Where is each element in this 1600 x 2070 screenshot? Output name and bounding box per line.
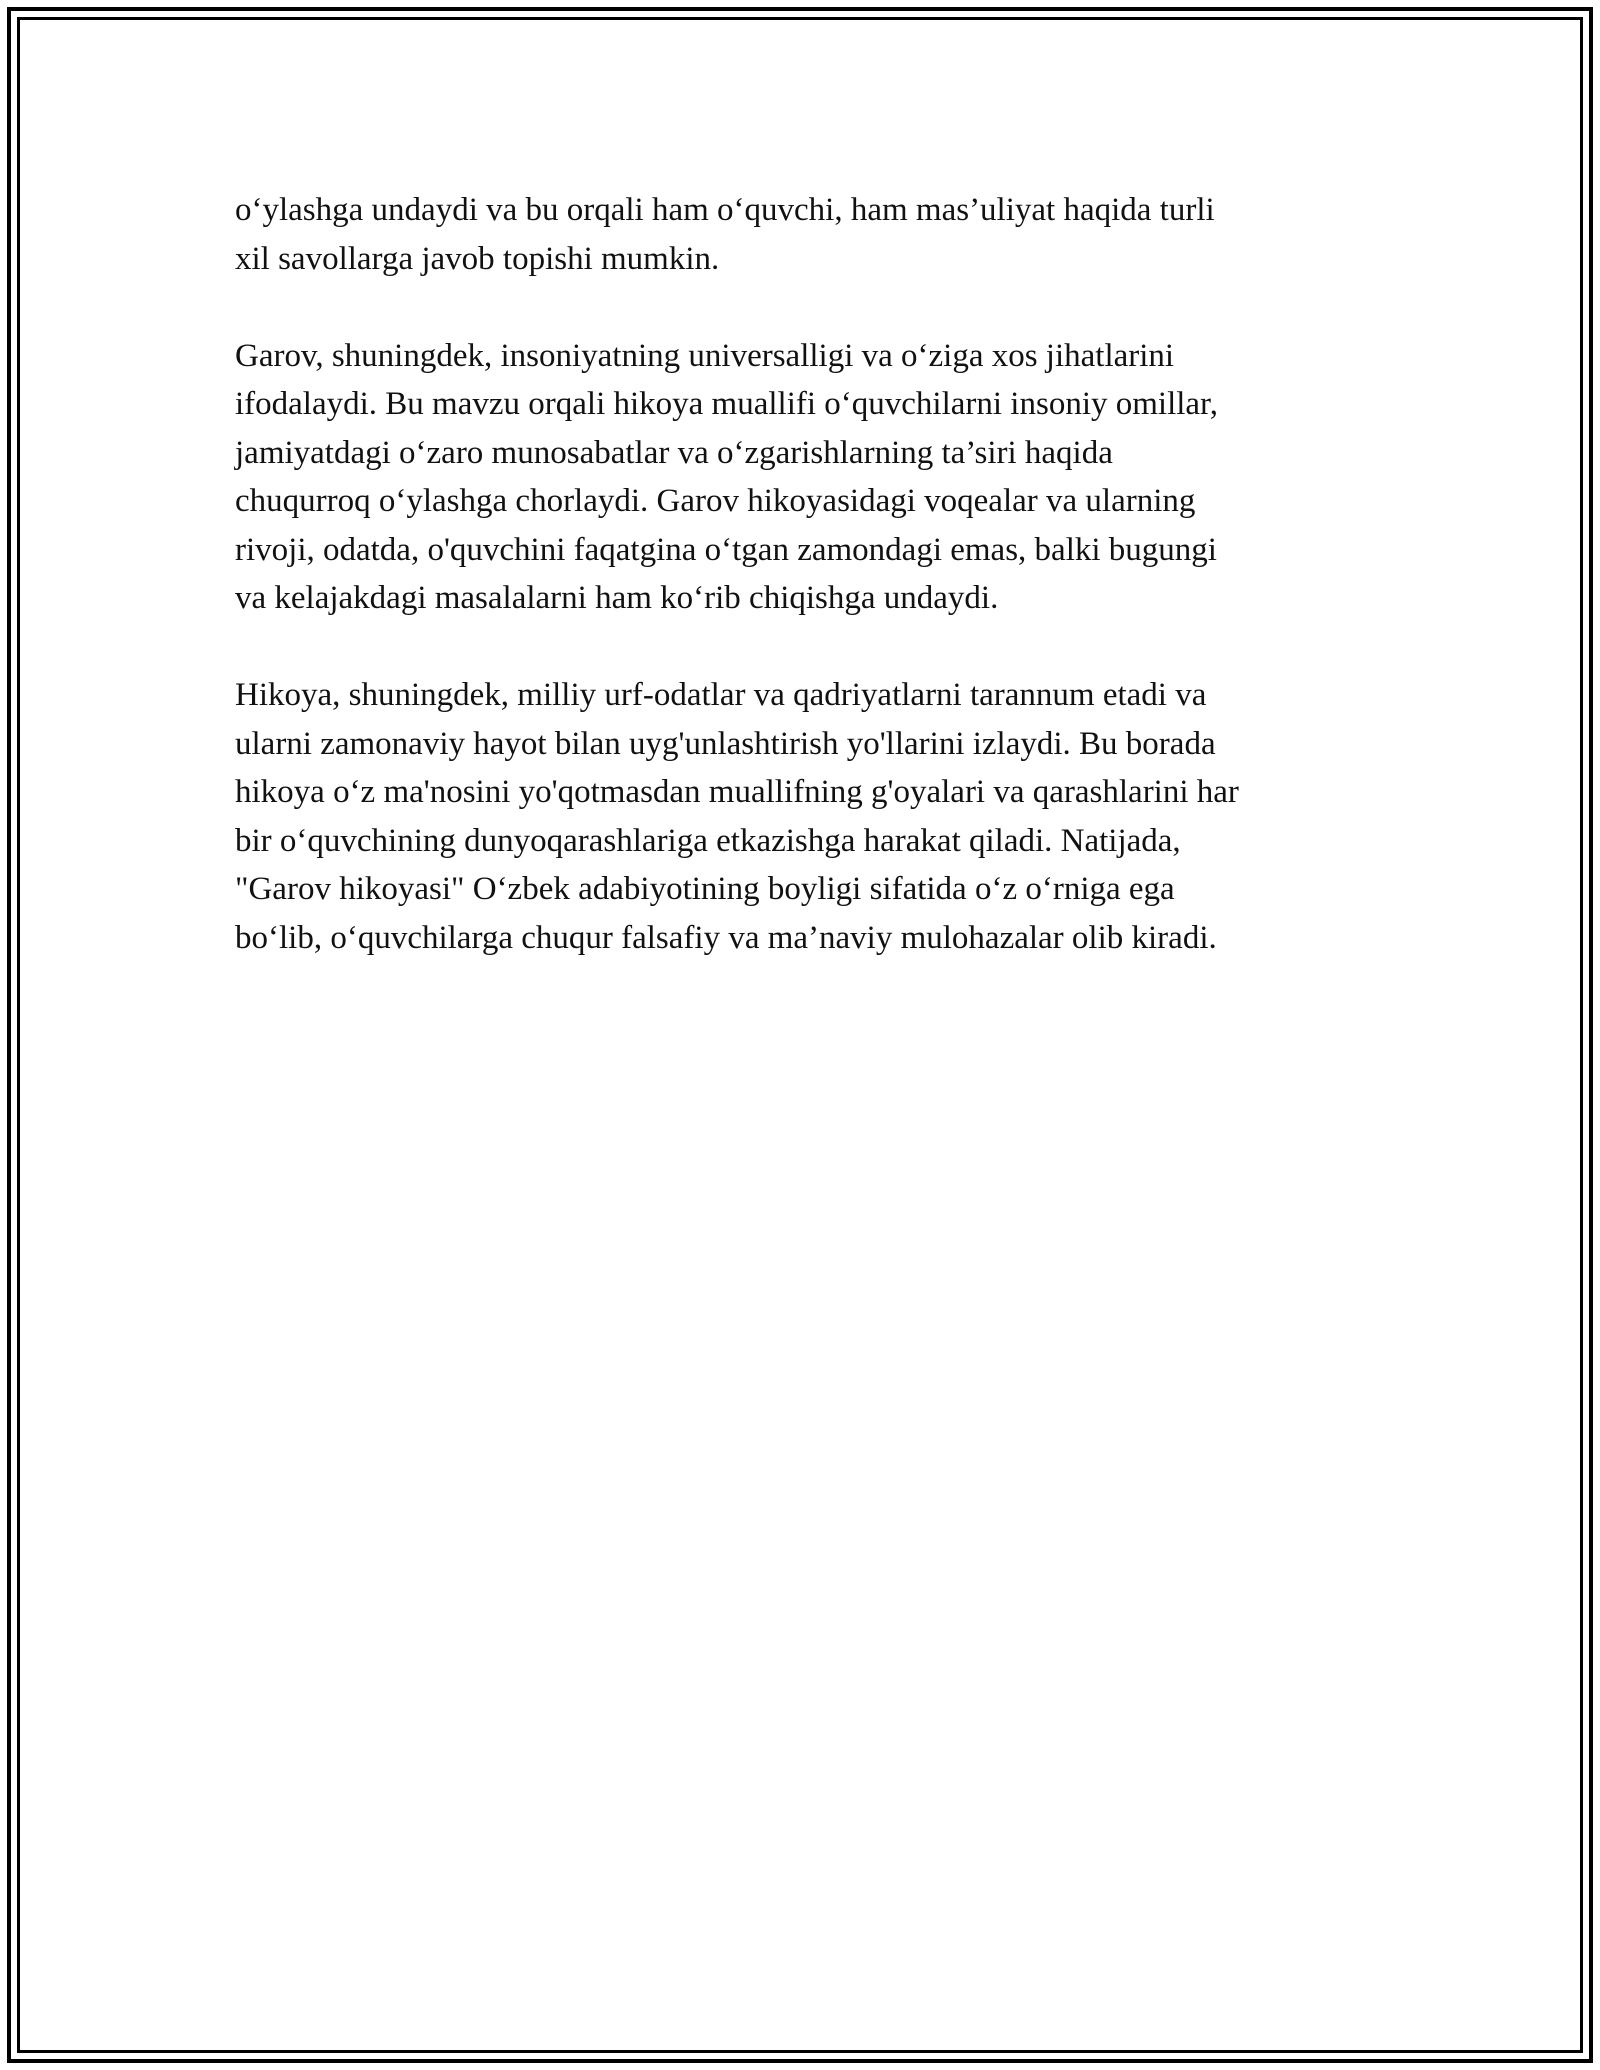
paragraph-line: "Garov hikoyasi" O‘zbek adabiyotining boyligi sifatida o‘z o‘rniga ega (235, 871, 1175, 907)
paragraph-line: ularni zamonaviy hayot bilan uyg'unlashtirish yo'llarini izlaydi. Bu borada (235, 725, 1216, 762)
paragraph-line: jamiyatdagi o‘zaro munosabatlar va o‘zgarishlarning ta’siri haqida (235, 434, 1113, 471)
paragraph-line: o‘ylashga undaydi va bu orqali ham o‘quvchi, ham mas’uliyat haqida turli (235, 192, 1215, 228)
paragraph-line: va kelajakdagi masalalarni ham ko‘rib chiqishga undaydi. (235, 580, 999, 616)
paragraph-line: xil savollarga javob topishi mumkin. (235, 240, 720, 277)
paragraph-line: ifodalaydi. Bu mavzu orqali hikoya muallifi o‘quvchilarni insoniy omillar, (235, 386, 1218, 422)
paragraph-line: Hikoya, shuningdek, milliy urf-odatlar va qadriyatlarni tarannum etadi va (235, 677, 1207, 713)
paragraph-line: bo‘lib, o‘quvchilarga chuqur falsafiy va ma’naviy mulohazalar olib kiradi. (235, 919, 1217, 956)
paragraph-line: chuqurroq o‘ylashga chorlaydi. Garov hikoyasidagi voqealar va ularning (235, 483, 1196, 519)
paragraph-line: rivoji, odatda, o'quvchini faqatgina o‘tgan zamondagi emas, balki bugungi (235, 531, 1217, 568)
paragraph-1 (235, 186, 1385, 283)
paragraph-line: bir o‘quvchining dunyoqarashlariga etkazishga harakat qiladi. Natijada, (235, 822, 1181, 859)
paragraph-2 (235, 332, 1385, 623)
paragraph-line: Garov, shuningdek, insoniyatning universalligi va o‘ziga xos jihatlarini (235, 337, 1175, 374)
paragraph-line: hikoya o‘z ma'nosini yo'qotmasdan muallifning g'oyalari va qarashlarini har (235, 774, 1239, 810)
document-body (235, 186, 1385, 1011)
paragraph-3 (235, 671, 1385, 962)
